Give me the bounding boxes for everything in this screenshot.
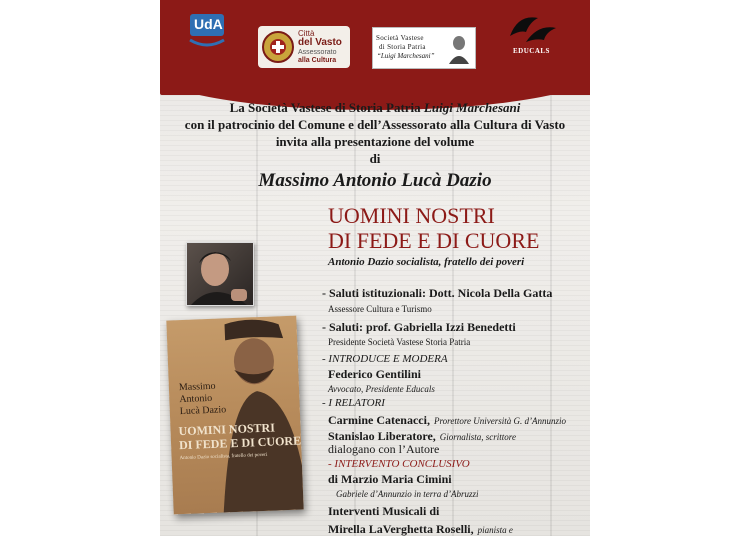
svsp-logo — [372, 27, 476, 69]
vasto-logo-line4: alla Cultura — [298, 57, 337, 64]
moderator-name: Federico Gentilini — [328, 367, 421, 381]
cover-title-2: DI FEDE E DI CUORE — [178, 433, 302, 453]
musicali-name: Mirella LaVerghetta Roselli, — [328, 522, 474, 536]
intro-line-4: di — [369, 151, 381, 166]
book-cover — [166, 316, 303, 515]
relatore-2-name: Stanislao Liberatore, — [328, 429, 436, 443]
author-portrait — [186, 242, 254, 306]
vasto-logo — [258, 26, 350, 68]
relatori-heading: - I RELATORI — [322, 397, 385, 409]
svsp-logo-line3: “Luigi Marchesani” — [377, 52, 435, 60]
vasto-logo-line1: Città — [298, 29, 315, 38]
dolphins-icon — [504, 10, 560, 48]
event-poster — [160, 0, 590, 536]
intro-line-1-text: La Società Vastese di Storia Patria — [229, 100, 424, 115]
author-portrait-image — [187, 243, 253, 305]
introduce-heading: - INTRODUCE E MODERA — [322, 353, 448, 365]
vasto-logo-line2: del Vasto — [298, 37, 342, 48]
cover-author-2: Antonio — [179, 392, 213, 406]
conclusivo-name: di Marzio Maria Cimini — [328, 472, 452, 486]
saluti-istituzionali: - Saluti istituzionali: Dott. Nicola Della Gatta — [322, 286, 553, 300]
vasto-seal-icon — [261, 30, 295, 64]
educals-logo-text: EDUCALS — [513, 47, 550, 55]
educals-logo — [504, 10, 560, 56]
relatore-1-name: Carmine Catenacci, — [328, 413, 430, 427]
cover-author-3: Lucà Dazio — [179, 404, 227, 418]
svsp-logo-line2: di Storia Patria — [379, 43, 426, 51]
relatore-2-role: Giornalista, scrittore — [439, 432, 516, 442]
uda-logo-text: UdA — [194, 16, 223, 32]
conclusivo-topic: Gabriele d’Annunzio in terra d’Abruzzi — [336, 489, 479, 499]
vasto-logo-line3: Assessorato — [298, 49, 337, 56]
author-name: Massimo Antonio Lucà Dazio — [258, 170, 492, 191]
musicali-heading: Interventi Musicali di — [328, 504, 440, 518]
moderator-role: Avvocato, Presidente Educals — [328, 384, 435, 394]
musicali-row — [328, 520, 513, 536]
conclusivo-heading: - INTERVENTO CONCLUSIVO — [328, 458, 470, 470]
relatore-1-role: Prorettore Università G. d’Annunzio — [433, 416, 566, 426]
svsp-logo-line1: Società Vastese — [376, 34, 424, 42]
uda-logo — [186, 10, 228, 50]
cover-subtitle: Antonio Dazio socialista, fratello dei poveri — [179, 452, 268, 462]
intro-line-1-italic: Luigi Marchesani — [423, 100, 521, 115]
saluti-role: Presidente Società Vastese Storia Patria — [328, 337, 471, 347]
intro-line-1 — [160, 100, 590, 116]
saluti-istituzionali-role: Assessore Cultura e Turismo — [328, 304, 432, 314]
cover-author-1: Massimo — [178, 380, 216, 394]
cover-title-1: UOMINI NOSTRI — [178, 420, 276, 439]
intro-line-2: con il patrocinio del Comune e dell’Assessorato alla Cultura di Vasto — [184, 117, 566, 132]
dialogano-text: dialogano con l’Autore — [328, 442, 440, 456]
book-subtitle: Antonio Dazio socialista, fratello dei poveri — [328, 256, 525, 268]
book-title-line-2: DI FEDE E DI CUORE — [328, 228, 540, 253]
musicali-role: pianista e — [477, 525, 513, 535]
saluti: - Saluti: prof. Gabriella Izzi Benedetti — [322, 320, 516, 334]
marchesani-portrait-icon — [447, 32, 471, 64]
book-title-line-1: UOMINI NOSTRI — [328, 203, 495, 228]
intro-line-3: invita alla presentazione del volume — [275, 134, 475, 149]
